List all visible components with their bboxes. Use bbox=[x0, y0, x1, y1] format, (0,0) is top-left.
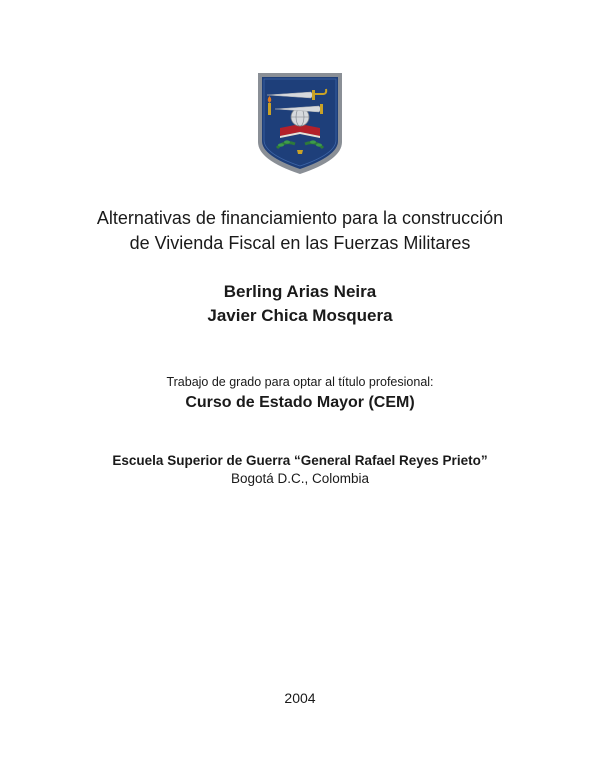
institution-city: Bogotá D.C., Colombia bbox=[230, 471, 370, 486]
title-line-2: de Vivienda Fiscal en las Fuerzas Militares bbox=[129, 233, 471, 253]
institution-name: Escuela Superior de Guerra “General Rafael Reyes Prieto” bbox=[112, 453, 488, 468]
title-line-1: Alternativas de financiamiento para la construcción bbox=[96, 208, 504, 228]
author-name: Javier Chica Mosquera bbox=[207, 306, 393, 325]
military-shield-emblem-icon bbox=[255, 70, 345, 178]
author-name: Berling Arias Neira bbox=[223, 282, 377, 301]
degree-name: Curso de Estado Mayor (CEM) bbox=[185, 394, 415, 411]
document-title bbox=[0, 206, 600, 256]
author-list bbox=[0, 280, 600, 328]
degree-intro-text: Trabajo de grado para optar al título profesional: bbox=[166, 375, 434, 389]
publication-year: 2004 bbox=[284, 690, 316, 706]
